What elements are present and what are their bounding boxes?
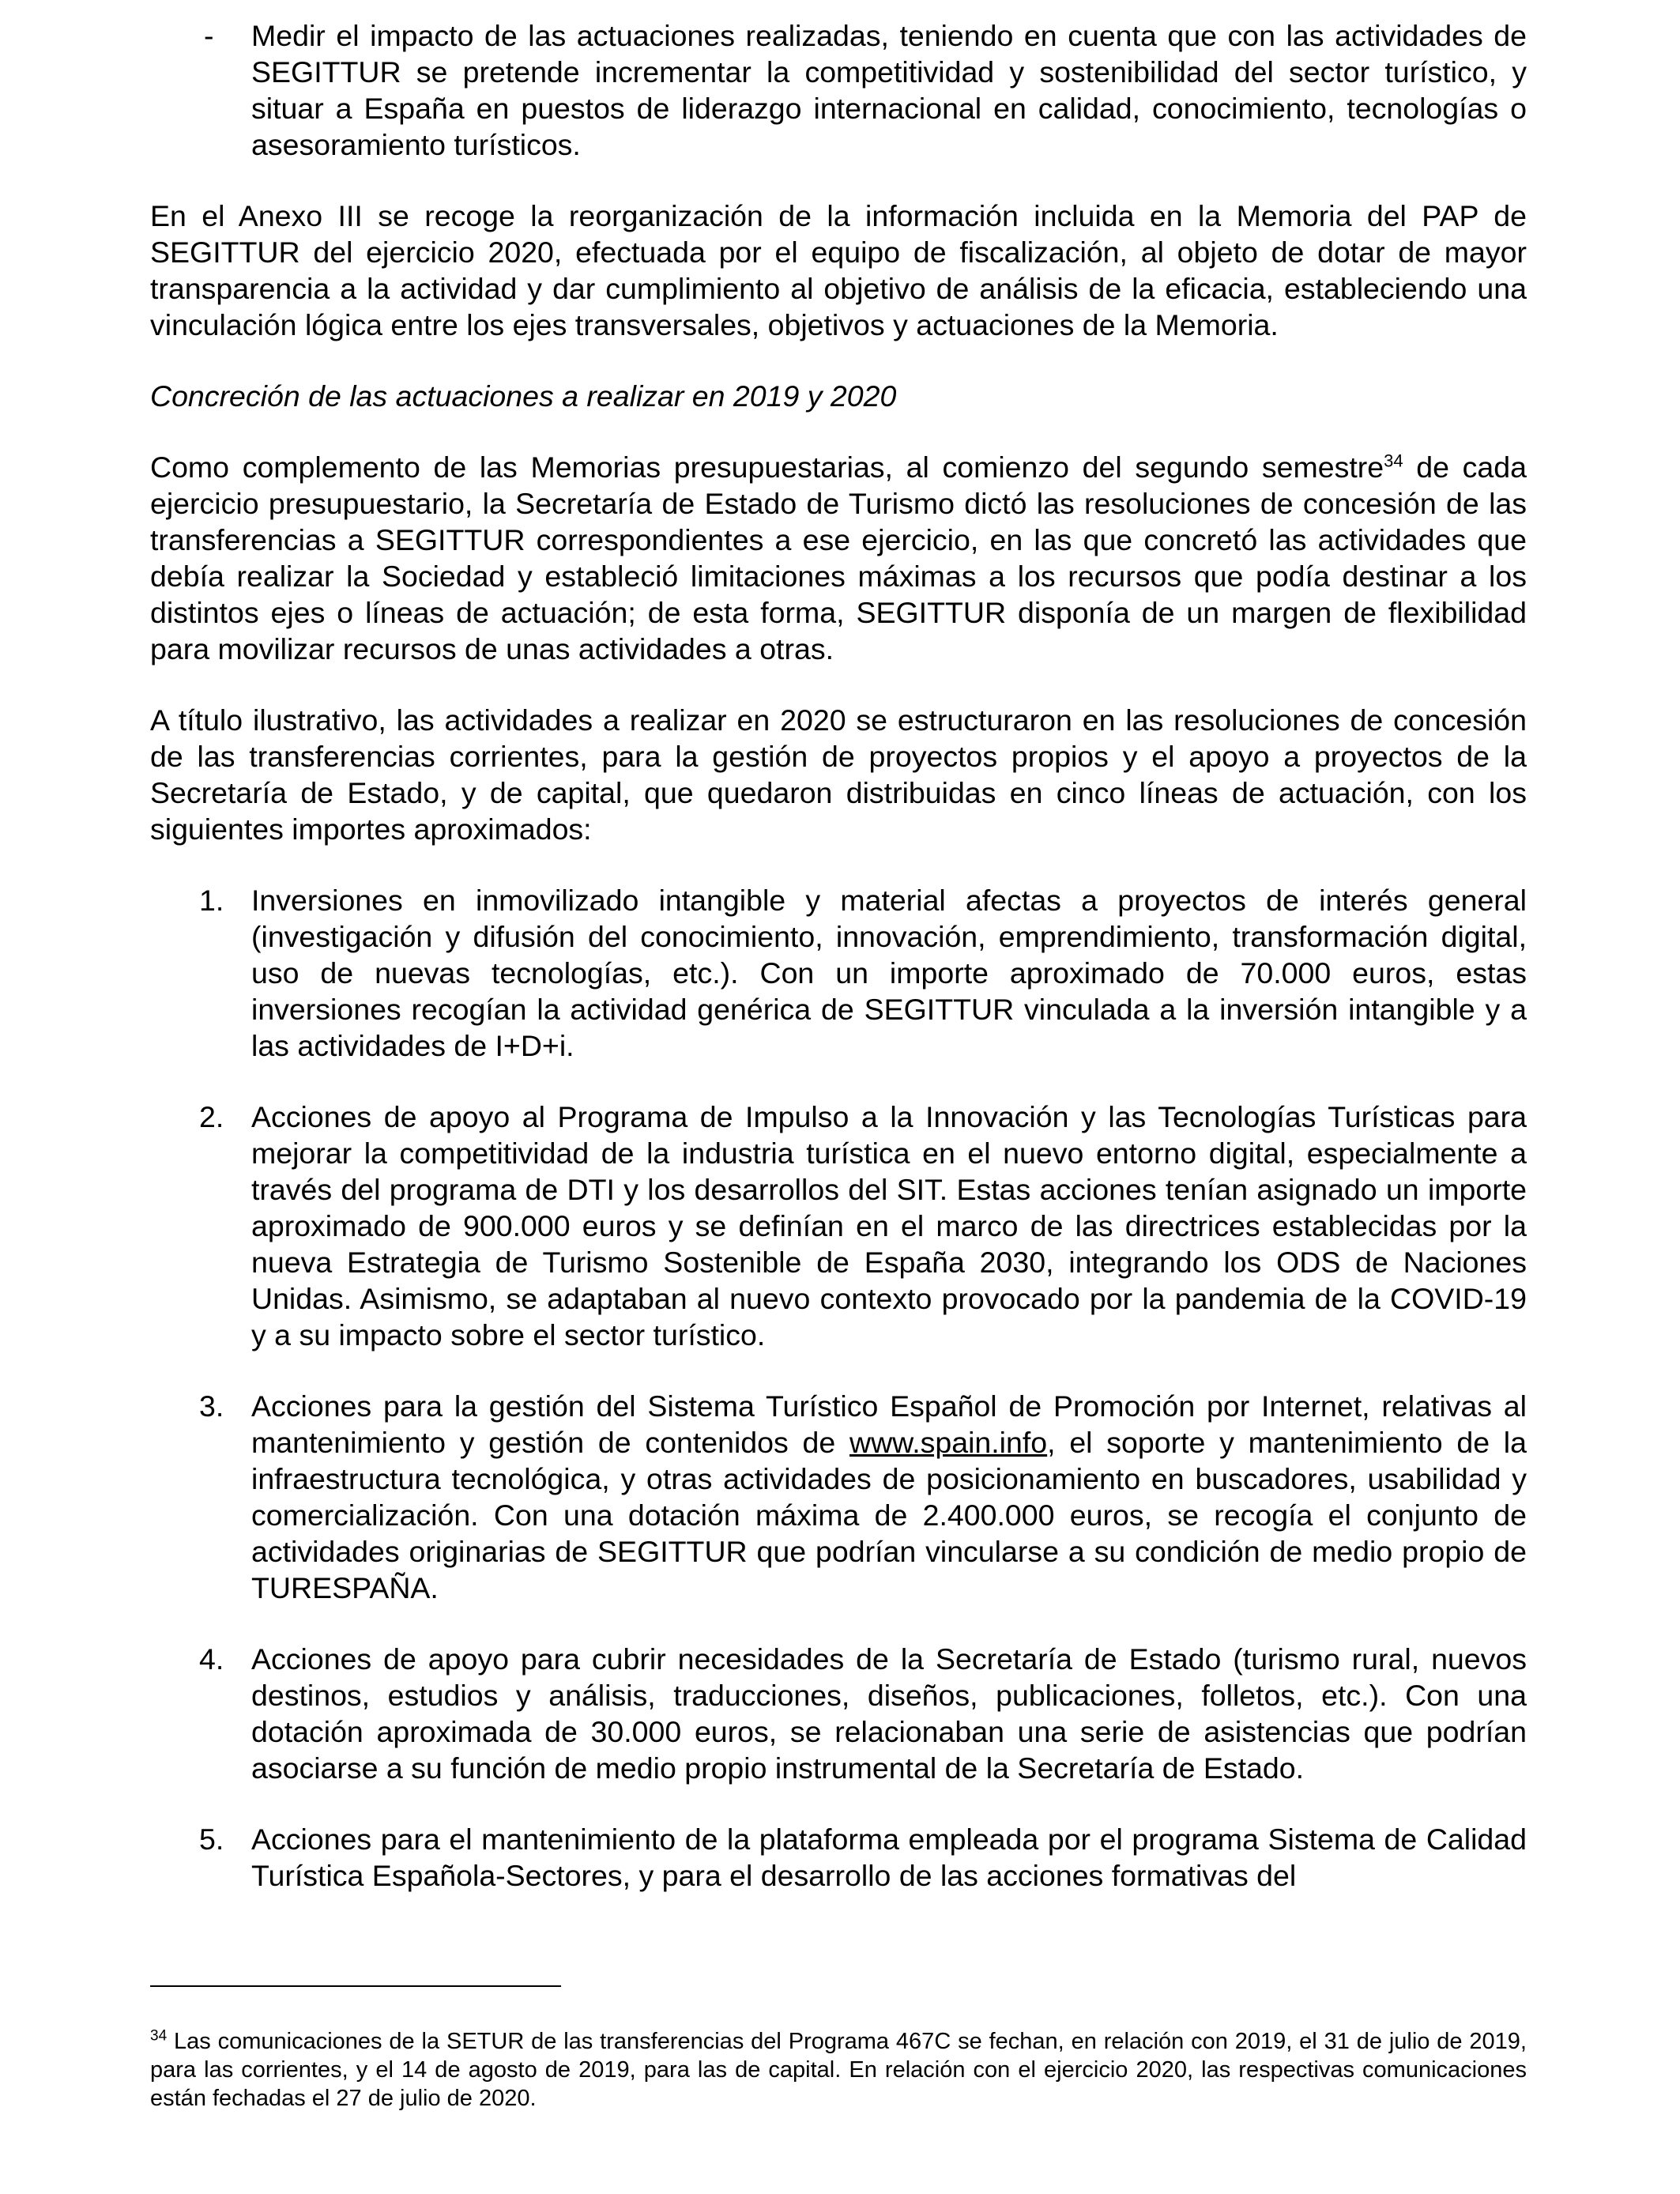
- spain-info-link[interactable]: www.spain.info: [849, 1426, 1048, 1459]
- list-item-text: Inversiones en inmovilizado intangible y material afectas a proyectos de interés general (investigación y difusión del conocimiento, innovación, emprendimiento, transformación digital, uso de nuevas tecnologías, etc.). Con un importe aproximado de 70.000 euros, estas inversiones recogían la actividad genérica de SEGITTUR vinculada a la inversión intangible y a las actividades de I+D+i.: [251, 884, 1527, 1062]
- bullet-marker: -: [204, 19, 214, 52]
- list-item-number: 5.: [199, 1823, 224, 1856]
- list-item: [150, 1388, 1527, 1606]
- paragraph-complemento: [150, 449, 1527, 667]
- bullet-text: Medir el impacto de las actuaciones realizadas, teniendo en cuenta que con las actividades de SEGITTUR se pretende incrementar la competitividad y sostenibilidad del sector turístico, y situar a España en puestos de liderazgo internacional en calidad, conocimiento, tecnologías o asesoramiento turísticos.: [251, 19, 1527, 161]
- paragraph-complemento-end: de cada ejercicio presupuestario, la Secretaría de Estado de Turismo dictó las resoluciones de concesión de las transferencias a SEGITTUR correspondientes a ese ejercicio, en las que concretó las actividades que debía realizar la Sociedad y estableció limitaciones máximas a los recursos que podía destinar a los distintos ejes o líneas de actuación; de esta forma, SEGITTUR disponía de un margen de flexibilidad para movilizar recursos de unas actividades a otras.: [150, 450, 1527, 665]
- footnote-number: 34: [150, 2027, 168, 2045]
- list-item: [150, 1099, 1527, 1353]
- paragraph-complemento-start: Como complemento de las Memorias presupuestarias, al comienzo del segundo semestre: [150, 450, 1384, 484]
- bullet-item: [150, 17, 1527, 163]
- paragraph-anexo: En el Anexo III se recoge la reorganización de la información incluida en la Memoria del PAP de SEGITTUR del ejercicio 2020, efectuada por el equipo de fiscalización, al objeto de dotar de mayor transparencia a la actividad y dar cumplimiento al objetivo de análisis de la eficacia, estableciendo una vinculación lógica entre los ejes transversales, objetivos y actuaciones de la Memoria.: [150, 199, 1527, 341]
- list-item: [150, 882, 1527, 1064]
- list-item-number: 2.: [199, 1100, 224, 1133]
- list-item: [150, 1641, 1527, 1786]
- paragraph-titulo-ilustrativo: A título ilustrativo, las actividades a realizar en 2020 se estructuraron en las resoluciones de concesión de las transferencias corrientes, para la gestión de proyectos propios y el apoyo a proyectos de la Secretaría de Estado, y de capital, que quedaron distribuidas en cinco líneas de actuación, con los siguientes importes aproximados:: [150, 703, 1527, 846]
- list-item: [150, 1821, 1527, 1894]
- footnote-text: Las comunicaciones de la SETUR de las transferencias del Programa 467C se fechan, en relación con 2019, el 31 de julio de 2019, para las corrientes, y el 14 de agosto de 2019, para las de capital. En relación con el ejercicio 2020, las respectivas comunicaciones están fechadas el 27 de julio de 2020.: [150, 2029, 1527, 2111]
- body-text: [150, 17, 1527, 1894]
- list-item-text: Acciones de apoyo para cubrir necesidades de la Secretaría de Estado (turismo rural, nuevos destinos, estudios y análisis, traducciones, diseños, publicaciones, folletos, etc.). Con una dotación aproximada de 30.000 euros, se relacionaban una serie de asistencias que podrían asociarse a su función de medio propio instrumental de la Secretaría de Estado.: [251, 1642, 1527, 1785]
- list-item-number: 3.: [199, 1389, 224, 1423]
- list-item-text: Acciones para el mantenimiento de la plataforma empleada por el programa Sistema de Calidad Turística Española-Sectores, y para el desarrollo de las acciones formativas del: [251, 1823, 1527, 1892]
- list-item-text: [251, 1389, 1527, 1604]
- section-subtitle: Concreción de las actuaciones a realizar en 2019 y 2020: [150, 379, 897, 413]
- list-item-text-end: , el soporte y mantenimiento de la infraestructura tecnológica, y otras actividades de posicionamiento en buscadores, usabilidad y comercialización. Con una dotación máxima de 2.400.000 euros, se recogía el conjunto de actividades originarias de SEGITTUR que podrían vincularse a su condición de medio propio de TURESPAÑA.: [251, 1426, 1527, 1604]
- footnote-reference[interactable]: 34: [1384, 450, 1403, 471]
- list-item-text: Acciones de apoyo al Programa de Impulso a la Innovación y las Tecnologías Turísticas para mejorar la competitividad de la industria turística en el nuevo entorno digital, especialmente a través del programa de DTI y los desarrollos del SIT. Estas acciones tenían asignado un importe aproximado de 900.000 euros y se definían en el marco de las directrices establecidas por la nueva Estrategia de Turismo Sostenible de España 2030, integrando los ODS de Naciones Unidas. Asimismo, se adaptaban al nuevo contexto provocado por la pandemia de la COVID-19 y a su impacto sobre el sector turístico.: [251, 1100, 1527, 1351]
- footnote-separator: [150, 1985, 561, 1987]
- list-item-number: 4.: [199, 1642, 224, 1676]
- footnote: [150, 2027, 1527, 2113]
- list-item-number: 1.: [199, 884, 224, 917]
- list-item-text-start: Acciones para la gestión del Sistema Turístico Español de Promoción por Internet, relativas al mantenimiento y gestión de contenidos de: [251, 1389, 1527, 1459]
